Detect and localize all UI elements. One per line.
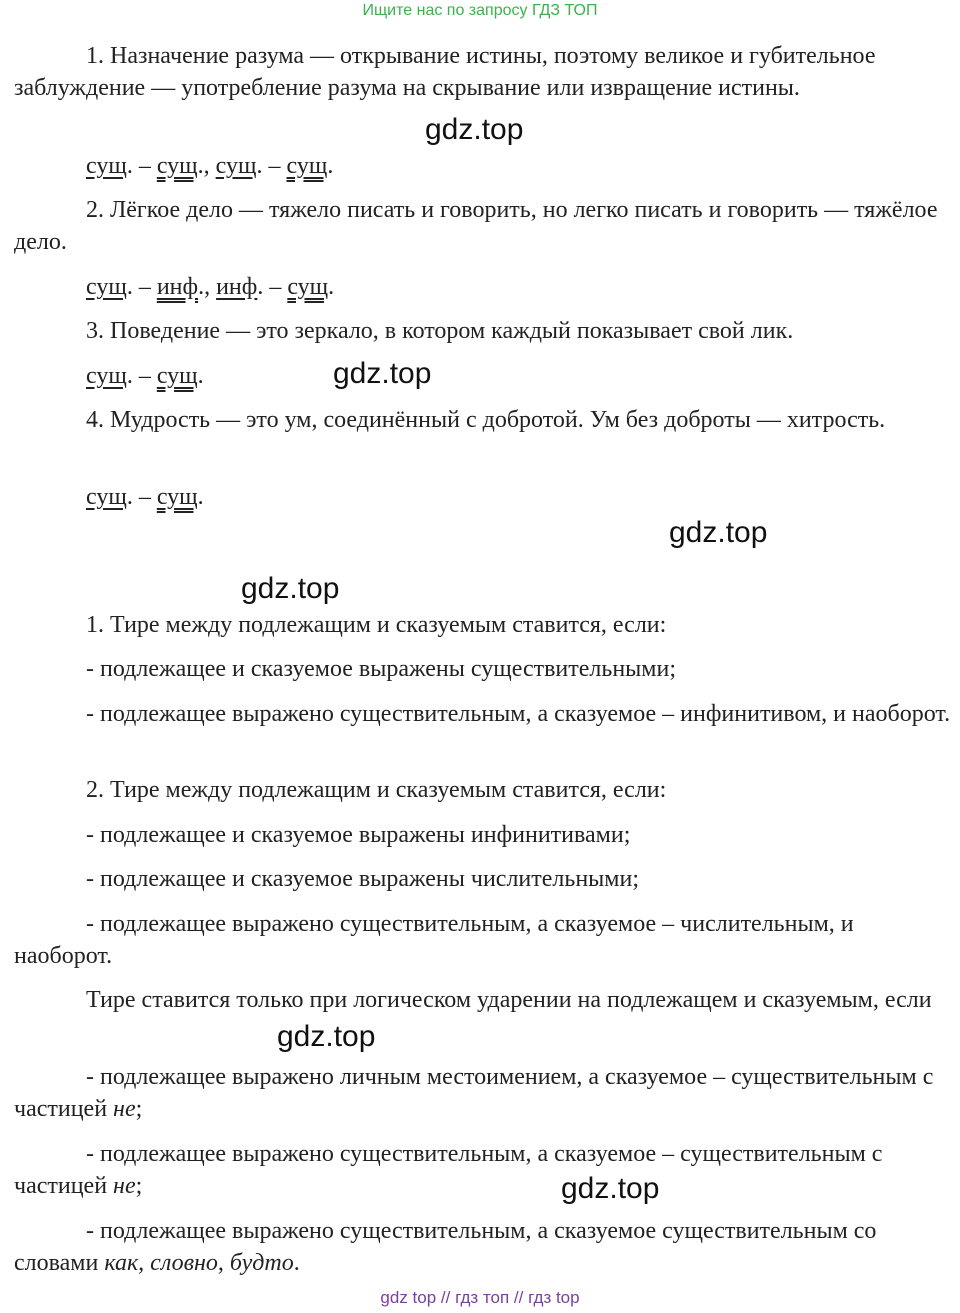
rule-1-item-2: - подлежащее выражено существительным, а сказуемое – инфинитивом, и наоборот. [86, 701, 951, 727]
scheme-predicate: сущ [156, 484, 198, 510]
rule-3-item-2: - подлежащее выражено существительным, а сказуемое – существительным с частицей не; [14, 1141, 883, 1199]
watermark: gdz.top [241, 572, 340, 605]
particle: не [113, 1173, 136, 1199]
sentence-1: 1. Назначение разума — открывание истины, поэтому великое и губительное заблуждение — употребление разума на скрывание или извращение истины. [14, 43, 876, 101]
watermark: gdz.top [561, 1172, 660, 1205]
particle: не [113, 1096, 136, 1122]
rule-1-title: 1. Тире между подлежащим и сказуемым ставится, если: [86, 612, 667, 638]
scheme-subject: инф [216, 274, 258, 300]
sentence-3: 3. Поведение — это зеркало, в котором каждый показывает свой лик. [86, 318, 794, 344]
rule-2-item-1: - подлежащее и сказуемое выражены инфинитивами; [86, 822, 631, 848]
rule-2-title: 2. Тире между подлежащим и сказуемым ставится, если: [86, 777, 667, 803]
scheme-predicate: сущ [286, 153, 328, 179]
scheme-subject: сущ [86, 363, 127, 389]
scheme-predicate: сущ [156, 153, 198, 179]
rule-3-title: Тире ставится только при логическом ударении на подлежащем и сказуемым, если [86, 987, 932, 1013]
scheme-3: сущ. – сущ. [86, 363, 204, 389]
search-banner[interactable]: Ищите нас по запросу ГДЗ ТОП [362, 2, 598, 19]
rule-2-item-2: - подлежащее и сказуемое выражены числительными; [86, 866, 640, 892]
footer-links[interactable]: gdz top // гдз топ // гдз top [380, 1288, 580, 1307]
watermark: gdz.top [425, 113, 524, 146]
rule-3-item-1: - подлежащее выражено личным местоимением, а сказуемое – существительным с частицей не; [14, 1064, 934, 1122]
scheme-2: сущ. – инф., инф. – сущ. [86, 274, 335, 300]
scheme-subject: сущ [86, 484, 127, 510]
scheme-predicate: инф [156, 274, 199, 300]
comparison-words: как, словно, будто [104, 1250, 294, 1276]
rule-2-item-3: - подлежащее выражено существительным, а сказуемое – числительным, и наоборот. [14, 911, 854, 969]
watermark: gdz.top [669, 516, 768, 549]
scheme-predicate: сущ [156, 363, 198, 389]
rule-3-item-2-text: - подлежащее выражено существительным, а сказуемое – существительным с частицей [14, 1141, 883, 1199]
rule-3-item-3: - подлежащее выражено существительным, а сказуемое существительным со словами как, словно, будто. [14, 1218, 877, 1276]
sentence-4: 4. Мудрость — это ум, соединённый с добротой. Ум без доброты — хитрость. [86, 407, 886, 433]
watermark: gdz.top [277, 1020, 376, 1053]
rule-3-item-3-text: - подлежащее выражено существительным, а сказуемое существительным со словами [14, 1218, 877, 1276]
scheme-1: сущ. – сущ., сущ. – сущ. [86, 153, 334, 179]
scheme-subject: сущ [86, 274, 127, 300]
scheme-subject: сущ [215, 153, 257, 179]
scheme-predicate: сущ [287, 274, 329, 300]
sentence-2: 2. Лёгкое дело — тяжело писать и говорить, но легко писать и говорить — тяжёлое дело. [14, 197, 938, 255]
rule-1-item-1: - подлежащее и сказуемое выражены существительными; [86, 656, 677, 682]
rule-3-item-1-text: - подлежащее выражено личным местоимением, а сказуемое – существительным с частицей [14, 1064, 934, 1122]
watermark: gdz.top [333, 357, 432, 390]
scheme-4: сущ. – сущ. [86, 484, 204, 510]
scheme-subject: сущ [86, 153, 127, 179]
